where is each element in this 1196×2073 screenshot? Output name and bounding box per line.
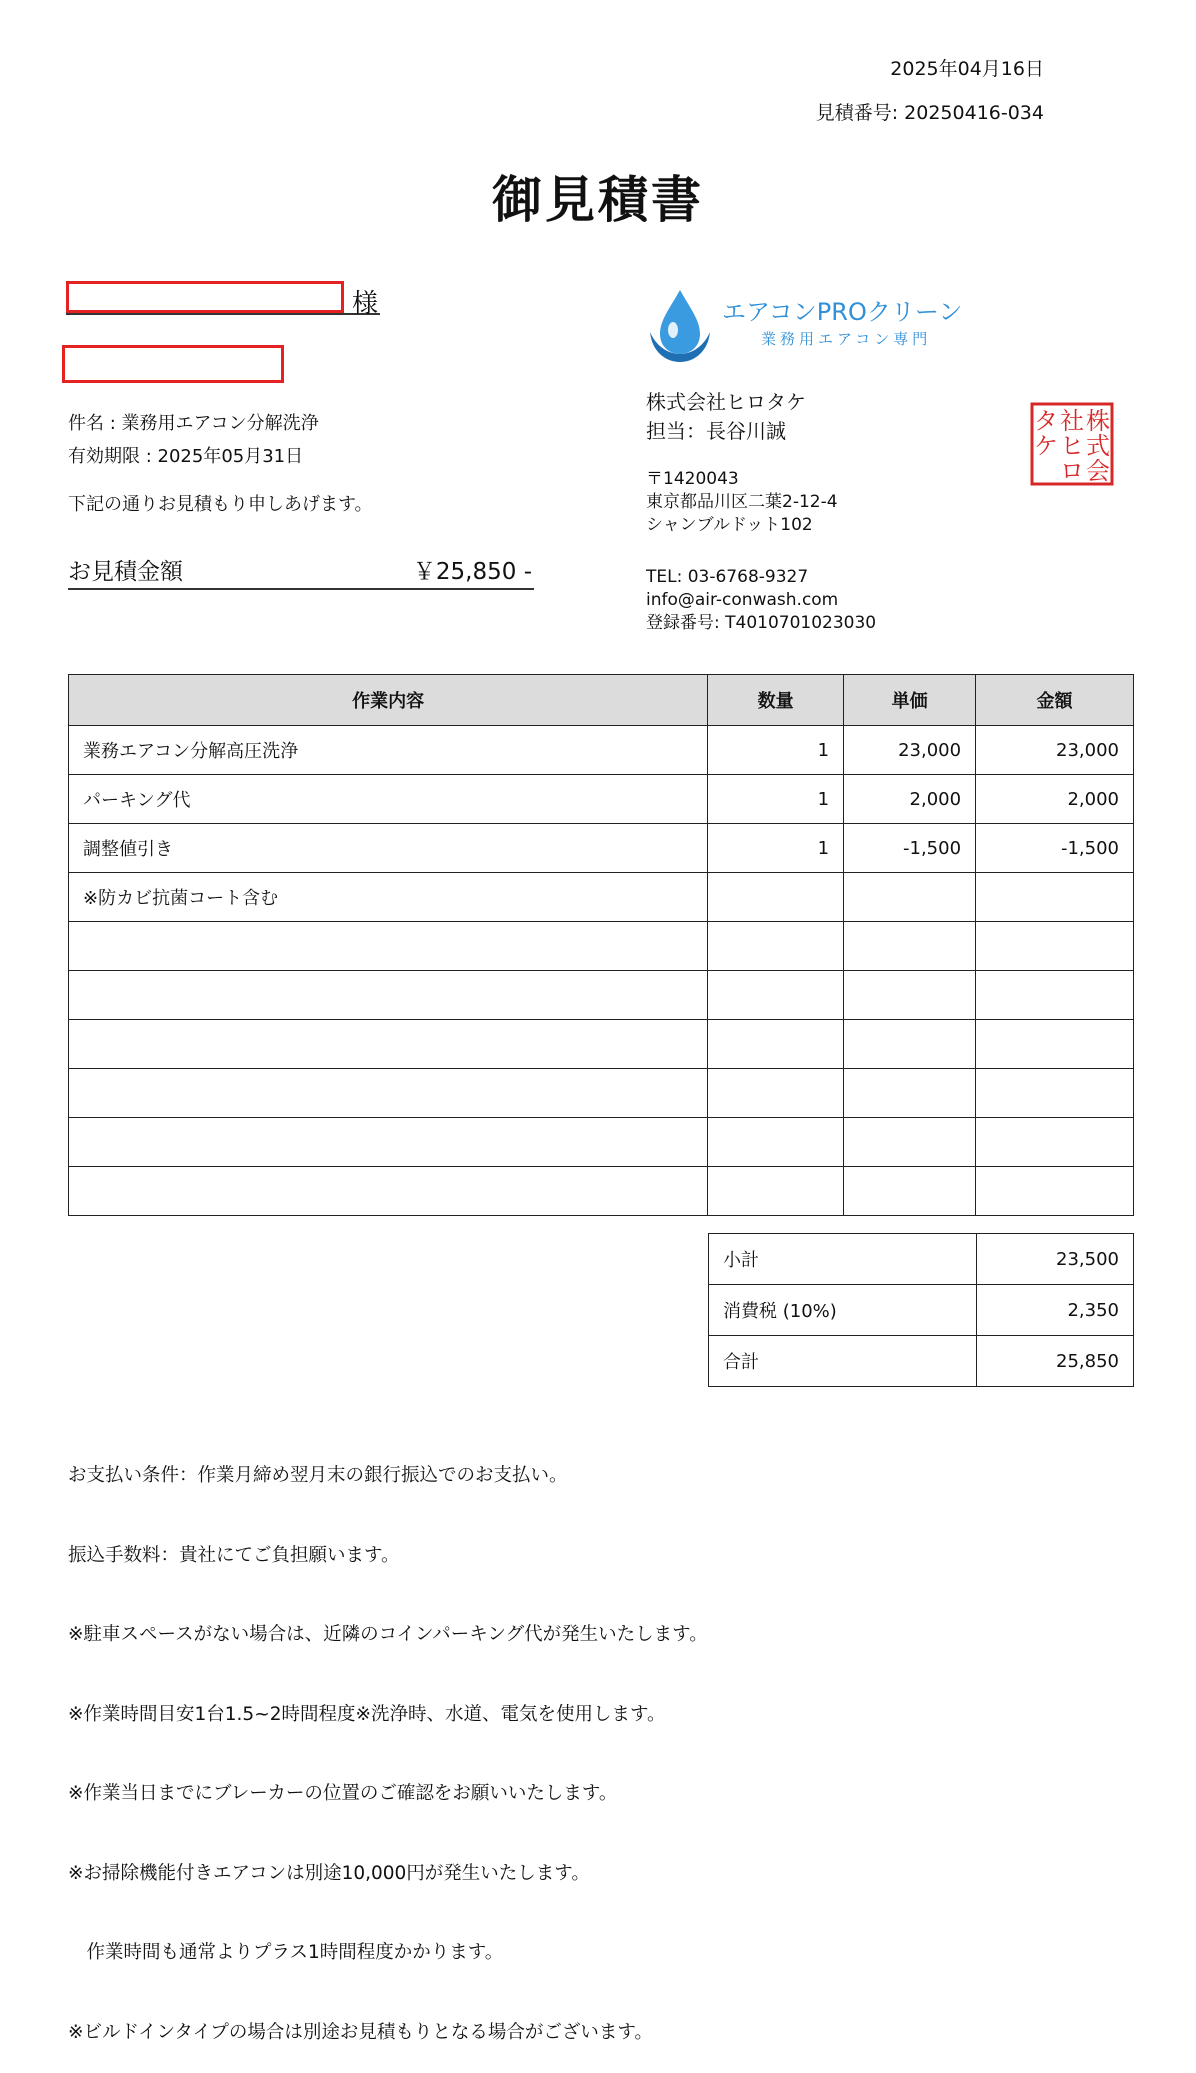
table-row xyxy=(69,824,1134,873)
svg-text:タ: タ xyxy=(1034,407,1058,435)
subtotal-value: 23,500 xyxy=(977,1234,1134,1285)
tax-row xyxy=(709,1285,1134,1336)
tax-value: 2,350 xyxy=(977,1285,1134,1336)
company-logo xyxy=(646,288,1016,364)
company-seal xyxy=(1030,402,1114,486)
table-row xyxy=(69,1020,1134,1069)
svg-text:ケ: ケ xyxy=(1034,432,1058,460)
greeting-line: 下記の通りお見積もり申しあげます。 xyxy=(68,494,373,515)
company-contact xyxy=(646,566,876,635)
note-line: ※駐車スペースがない場合は、近隣のコインパーキング代が発生いたします。 xyxy=(68,1624,708,1645)
table-row xyxy=(69,775,1134,824)
header-unit-price: 単価 xyxy=(844,675,976,726)
registration-number: 登録番号: T4010701023030 xyxy=(646,613,877,633)
total-value: 25,850 xyxy=(977,1336,1134,1387)
email: info@air-conwash.com xyxy=(646,590,839,610)
cell-qty xyxy=(708,922,844,971)
total-row xyxy=(709,1336,1134,1387)
cell-unit xyxy=(844,1118,976,1167)
cell-qty xyxy=(708,1167,844,1216)
customer-honorific: 様 xyxy=(352,289,379,319)
svg-text:式: 式 xyxy=(1086,432,1110,460)
estimate-amount-underline xyxy=(68,588,534,590)
cell-item xyxy=(69,1118,708,1167)
cell-qty: 1 xyxy=(708,824,844,873)
totals-table xyxy=(708,1233,1134,1387)
cell-amount xyxy=(976,922,1134,971)
svg-text:ロ: ロ xyxy=(1060,457,1084,485)
svg-text:株: 株 xyxy=(1086,407,1110,435)
note-line: ※ビルドインタイプの場合は別途お見積もりとなる場合がございます。 xyxy=(68,2021,653,2043)
validity-line: 有効期限 : 2025年05月31日 xyxy=(68,446,304,467)
logo-tagline-text: 業務用エアコン専門 xyxy=(761,330,932,348)
cell-qty: 1 xyxy=(708,726,844,775)
cell-unit: 2,000 xyxy=(844,775,976,824)
estimate-amount-label: お見積金額 xyxy=(68,559,183,585)
header-amount: 金額 xyxy=(976,675,1134,726)
address-line-1: 東京都品川区二葉2-12-4 xyxy=(646,492,838,512)
cell-item xyxy=(69,1069,708,1118)
cell-qty xyxy=(708,971,844,1020)
cell-amount xyxy=(976,971,1134,1020)
customer-underline xyxy=(66,313,380,315)
tel: TEL: 03-6768-9327 xyxy=(646,567,809,587)
cell-qty: 1 xyxy=(708,775,844,824)
note-line: お支払い条件：作業月締め翌月末の銀行振込でのお支払い。 xyxy=(68,1465,568,1486)
cell-item: 調整値引き xyxy=(69,824,708,873)
items-table xyxy=(68,674,1134,1216)
cell-unit xyxy=(844,1020,976,1069)
cell-amount: 23,000 xyxy=(976,726,1134,775)
company-name: 株式会社ヒロタケ xyxy=(646,390,806,414)
cell-unit: -1,500 xyxy=(844,824,976,873)
total-label: 合計 xyxy=(709,1336,977,1387)
cell-unit xyxy=(844,873,976,922)
table-row xyxy=(69,971,1134,1020)
table-row xyxy=(69,1118,1134,1167)
table-row xyxy=(69,873,1134,922)
cell-item: ※防カビ抗菌コート含む xyxy=(69,873,708,922)
subject-line: 件名 : 業務用エアコン分解洗浄 xyxy=(68,413,319,434)
cell-item xyxy=(69,1167,708,1216)
cell-amount: 2,000 xyxy=(976,775,1134,824)
cell-unit xyxy=(844,1069,976,1118)
note-line: 振込手数料：貴社にてご負担願います。 xyxy=(68,1544,400,1566)
table-row xyxy=(69,1167,1134,1216)
company-block xyxy=(646,388,806,446)
items-header-row xyxy=(69,675,1134,726)
table-row xyxy=(69,922,1134,971)
cell-item xyxy=(69,1020,708,1069)
cell-qty xyxy=(708,1020,844,1069)
contact-person: 担当：長谷川誠 xyxy=(646,419,786,443)
cell-unit xyxy=(844,1167,976,1216)
tax-label: 消費税 (10%) xyxy=(709,1285,977,1336)
cell-unit: 23,000 xyxy=(844,726,976,775)
notes-block xyxy=(68,1410,708,2073)
water-drop-icon xyxy=(650,290,710,362)
postal-code: 〒1420043 xyxy=(646,469,739,489)
cell-item: 業務エアコン分解高圧洗浄 xyxy=(69,726,708,775)
table-row xyxy=(69,1069,1134,1118)
cell-item: パーキング代 xyxy=(69,775,708,824)
cell-qty xyxy=(708,1069,844,1118)
document-title: 御見積書 xyxy=(492,171,704,229)
cell-amount xyxy=(976,873,1134,922)
svg-text:会: 会 xyxy=(1086,457,1110,485)
address-line-2: シャンブルドット102 xyxy=(646,515,813,535)
cell-item xyxy=(69,971,708,1020)
cell-amount xyxy=(976,1069,1134,1118)
subtotal-label: 小計 xyxy=(709,1234,977,1285)
table-row xyxy=(69,726,1134,775)
cell-qty xyxy=(708,873,844,922)
redacted-customer-detail xyxy=(62,345,284,383)
cell-unit xyxy=(844,971,976,1020)
header-work: 作業内容 xyxy=(69,675,708,726)
company-address xyxy=(646,468,838,537)
quote-number: 見積番号: 20250416-034 xyxy=(815,102,1044,124)
estimate-amount-value: ￥25,850 - xyxy=(412,559,532,585)
subtotal-row xyxy=(709,1234,1134,1285)
note-line: ※作業時間目安1台1.5~2時間程度※洗浄時、水道、電気を使用します。 xyxy=(68,1703,666,1725)
cell-amount xyxy=(976,1167,1134,1216)
logo-brand-text: エアコンPROクリーン xyxy=(722,298,963,326)
svg-text:社: 社 xyxy=(1060,407,1084,435)
header-qty: 数量 xyxy=(708,675,844,726)
cell-qty xyxy=(708,1118,844,1167)
cell-item xyxy=(69,922,708,971)
note-line: ※作業当日までにブレーカーの位置のご確認をお願いいたします。 xyxy=(68,1783,618,1804)
note-line: 作業時間も通常よりプラス1時間程度かかります。 xyxy=(68,1942,504,1963)
svg-text:ヒ: ヒ xyxy=(1060,432,1084,460)
cell-amount xyxy=(976,1020,1134,1069)
cell-amount: -1,500 xyxy=(976,824,1134,873)
redacted-customer-name xyxy=(66,281,344,313)
cell-unit xyxy=(844,922,976,971)
cell-amount xyxy=(976,1118,1134,1167)
note-line: ※お掃除機能付きエアコンは別途10,000円が発生いたします。 xyxy=(68,1862,590,1884)
issue-date: 2025年04月16日 xyxy=(890,58,1044,80)
